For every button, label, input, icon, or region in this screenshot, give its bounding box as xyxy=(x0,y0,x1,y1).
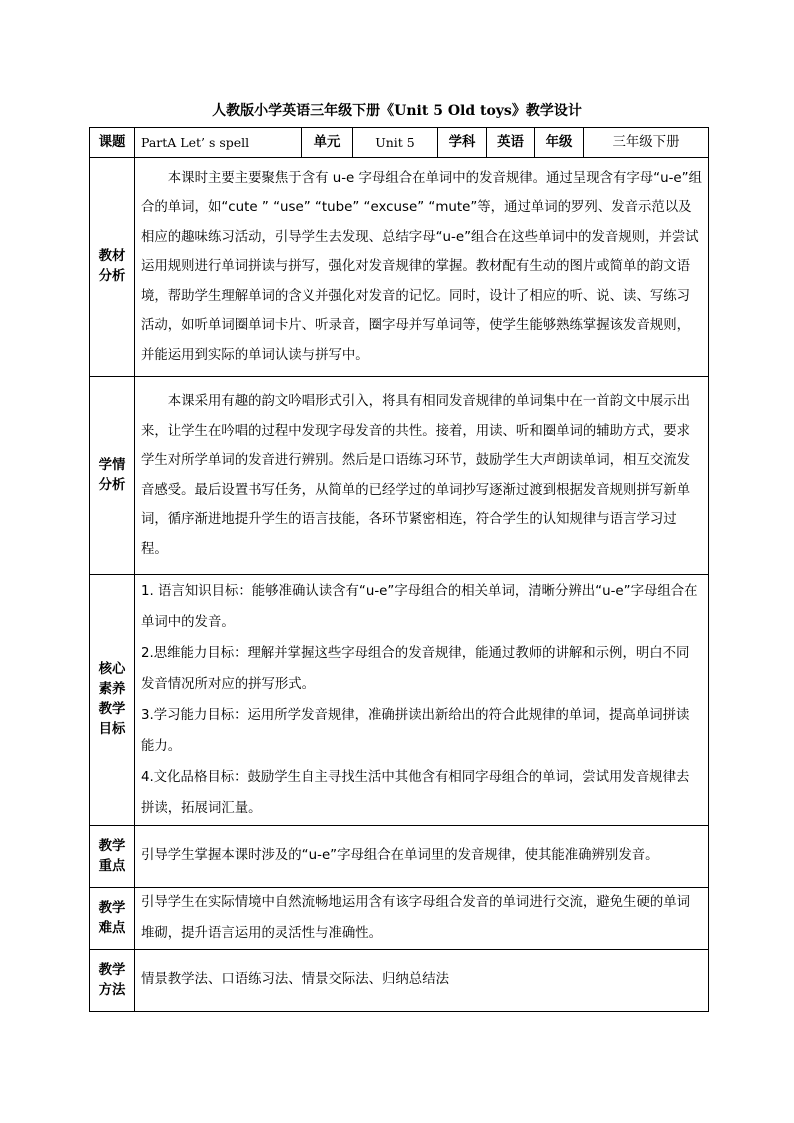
difficulties-label-line-2: 难点 xyxy=(98,920,126,936)
topic-value: PartA Let’ s spell xyxy=(135,128,302,158)
goals-content xyxy=(135,575,709,826)
methods-text: 情景教学法、口语练习法、情景交际法、归纳总结法 xyxy=(141,972,449,988)
material-label-line-2: 分析 xyxy=(98,269,126,284)
students-label-line-2: 分析 xyxy=(98,477,126,493)
subject-label: 学科 xyxy=(438,128,487,158)
difficulties-label-line-1: 教学 xyxy=(98,900,126,916)
material-label-line-1: 教材 xyxy=(98,249,126,264)
material-text: 本课时主要主要聚焦于含有 u-e 字母组合在单词中的发音规律。通过呈现含有字母“u-e”组合的单词，如“cute ” “use” “tube” “excuse” “mute”等，通过单词的罗列、发音示范以及相应的趣味练习活动，引导学生去发现、总结字母“u-e”组合在这些单词中的发音规则，并尝试运用规则进行单词拼读与拼写，强化对发音规律的掌握。教材配有生动的图片或简单的韵文语境，帮助学生理解单词的含义并强化对发音的记忆。同时，设计了相应的听、说、读、写练习活动，如听单词圈单词卡片、听录音，圈字母并写单词等，使学生能够熟练掌握该发音规则，并能运用到实际的单词认读与拼写中。 xyxy=(141,170,702,363)
students-label-line-1: 学情 xyxy=(98,457,126,473)
goals-label-line-4: 目标 xyxy=(98,722,126,737)
goal-item-2: 2.思维能力目标：理解并掌握这些字母组合的发音规律，能通过教师的讲解和示例，明白不同发音情况所对应的拼写形式。 xyxy=(141,646,690,692)
goal-item-3: 3.学习能力目标：运用所学发音规律，准确拼读出新给出的符合此规律的单词，提高单词拼读能力。 xyxy=(141,708,690,754)
difficulties-content xyxy=(135,888,709,950)
key-points-content xyxy=(135,826,709,888)
topic-label: 课题 xyxy=(90,128,135,158)
key-points-row xyxy=(90,826,709,888)
students-content xyxy=(135,377,709,575)
difficulties-label xyxy=(90,888,135,950)
key-points-label-line-2: 重点 xyxy=(98,858,126,874)
goals-label-line-2: 素养 xyxy=(98,682,126,697)
methods-label-line-1: 教学 xyxy=(98,962,126,978)
methods-content xyxy=(135,950,709,1012)
methods-label xyxy=(90,950,135,1012)
difficulties-text: 引导学生在实际情境中自然流畅地运用含有该字母组合发音的单词进行交流，避免生硬的单词堆砌，提升语言运用的灵活性与准确性。 xyxy=(141,895,691,941)
students-text: 本课采用有趣的韵文吟唱形式引入，将具有相同发音规律的单词集中在一首韵文中展示出来，让学生在吟唱的过程中发现字母发音的共性。接着，用读、听和圈单词的辅助方式，要求学生对所学单词的发音进行辨别。然后是口语练习环节，鼓励学生大声朗读单词，相互交流发音感受。最后设置书写任务，从简单的已经学过的单词抄写逐渐过渡到根据发音规则拼写新单词，循序渐进地提升学生的语言技能，各环节紧密相连，符合学生的认知规律与语言学习过程。 xyxy=(141,394,691,557)
goal-item-1: 1. 语言知识目标：能够准确认读含有“u-e”字母组合的相关单词，清晰分辨出“u-e”字母组合在单词中的发音。 xyxy=(141,584,698,630)
material-label xyxy=(90,158,135,377)
students-row xyxy=(90,377,709,575)
goals-label xyxy=(90,575,135,826)
unit-label: 单元 xyxy=(302,128,353,158)
goal-item-4: 4.文化品格目标：鼓励学生自主寻找生活中其他含有相同字母组合的单词，尝试用发音规律去拼读，拓展词汇量。 xyxy=(141,770,690,816)
material-row xyxy=(90,158,709,377)
students-label xyxy=(90,377,135,575)
material-content xyxy=(135,158,709,377)
methods-label-line-2: 方法 xyxy=(98,982,126,998)
grade-value: 三年级下册 xyxy=(584,128,709,158)
goals-label-line-3: 教学 xyxy=(98,702,126,717)
methods-row xyxy=(90,950,709,1012)
key-points-label-line-1: 教学 xyxy=(98,838,126,854)
document-title: 人教版小学英语三年级下册《Unit 5 Old toys》教学设计 xyxy=(212,103,582,119)
goals-row xyxy=(90,575,709,826)
goals-label-line-1: 核心 xyxy=(98,662,126,677)
header-row xyxy=(90,128,709,158)
difficulties-row xyxy=(90,888,709,950)
subject-value: 英语 xyxy=(487,128,535,158)
lesson-plan-table xyxy=(89,127,709,1012)
unit-value: Unit 5 xyxy=(353,128,438,158)
key-points-text: 引导学生掌握本课时涉及的“u-e”字母组合在单词里的发音规律，使其能准确辨别发音。 xyxy=(141,848,659,864)
grade-label: 年级 xyxy=(535,128,584,158)
key-points-label xyxy=(90,826,135,888)
